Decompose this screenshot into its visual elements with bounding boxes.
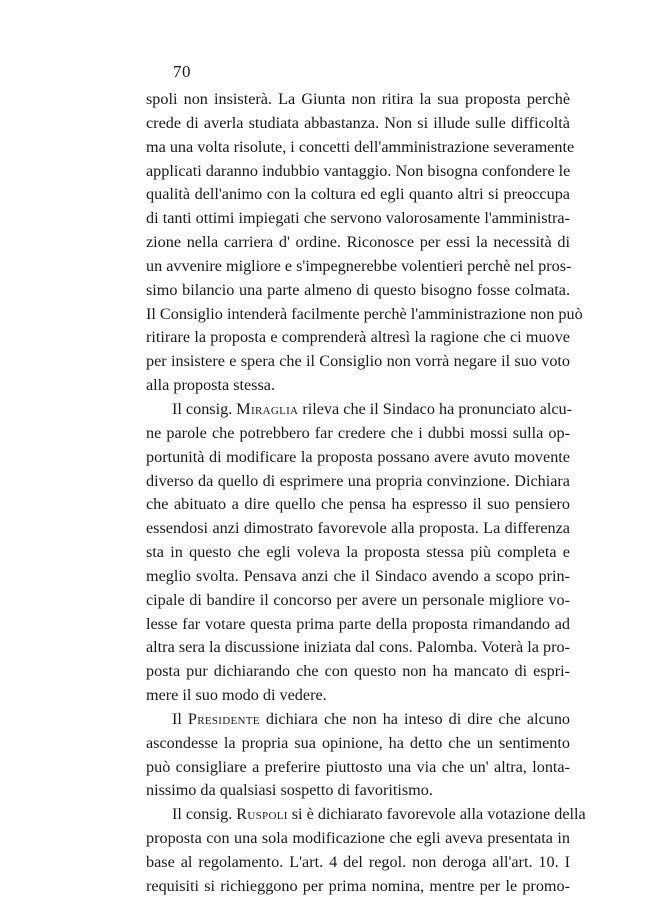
line-text: dichiara che non ha inteso di dire che alcuno — [265, 709, 571, 728]
paragraph — [146, 88, 583, 398]
text-line: Il Consiglio intenderà facilmente perchè l'amministrazione non può — [146, 304, 583, 323]
speaker-lead: Il consig. — [172, 805, 233, 824]
text-line: cipale di bandire il concorso per avere un personale migliore vo- — [146, 590, 570, 609]
text-line: alla proposta stessa. — [146, 376, 276, 395]
text-line: portunità di modificare la proposta possano avere avuto movente — [146, 447, 570, 466]
text-line: per insistere e spera che il Consiglio non vorrà negare il suo voto — [146, 352, 570, 371]
paragraph — [146, 708, 570, 803]
speaker-name: Ruspoli — [236, 805, 288, 824]
line-text: si è dichiarato favorevole alla votazione della — [291, 805, 586, 824]
page-number: 70 — [173, 62, 191, 81]
speaker-name: Miraglia — [236, 399, 299, 418]
text-line: ascondesse la propria sua opinione, ha detto che un sentimento — [146, 733, 570, 752]
text-line: simo bilancio una parte almeno di questo bisogno fosse colmata. — [146, 280, 570, 299]
text-line: che abituato a dire quello che pensa ha espresso il suo pensiero — [146, 495, 570, 514]
text-line: essendosi anzi dimostrato favorevole alla proposta. La differenza — [146, 519, 570, 538]
body-text — [146, 88, 586, 899]
text-line: crede di averla studiata abbastanza. Non si illude sulle difficoltà — [146, 113, 570, 132]
text-line: ne parole che potrebbero far credere che i dubbi mossi sulla op- — [146, 423, 570, 442]
text-line: requisiti si richieggono per prima nomina, mentre per le promo- — [146, 876, 570, 895]
text-line: diverso da quello di esprimere una propria convinzione. Dichiara — [146, 471, 570, 490]
text-line: meglio svolta. Pensava anzi che il Sindaco avendo a scopo prin- — [146, 566, 570, 585]
text-line: spoli non insisterà. La Giunta non ritira la sua proposta perchè — [146, 90, 570, 108]
paragraph — [146, 398, 573, 708]
speaker-lead: Il consig. — [172, 399, 233, 418]
speaker-name: Presidente — [187, 709, 260, 728]
text-line: zione nella carriera d' ordine. Riconosce per essi la necessità di — [146, 233, 570, 252]
text-line: lesse far votare questa prima parte della proposta rimandando ad — [146, 614, 570, 633]
text-line: proposta con una sola modificazione che egli aveva presentata in — [146, 829, 570, 848]
text-line — [146, 708, 570, 732]
line-text: rileva che il Sindaco ha pronunciato alcu- — [302, 399, 573, 418]
text-line — [146, 398, 573, 422]
text-line: base al regolamento. L'art. 4 del regol. non deroga all'art. 10. I — [146, 853, 570, 871]
text-line — [146, 803, 586, 827]
text-line: di tanti ottimi impiegati che servono valorosamente l'amministra- — [146, 209, 570, 228]
text-line: posta pur dichiarando che con questo non ha mancato di espri- — [146, 662, 570, 681]
text-line: qualità dell'animo con la coltura ed egli quanto altri si preoccupa — [146, 185, 570, 204]
text-line: applicati daranno indubbio vantaggio. Non bisogna confondere le — [146, 161, 571, 180]
text-line: sta in questo che egli voleva la proposta stessa più completa e — [146, 543, 570, 562]
text-line: un avvenire migliore e s'impegnerebbe volentieri perchè nel pros- — [146, 256, 572, 275]
text-line: può consigliare a preferire piuttosto una via che un' altra, lonta- — [146, 757, 570, 776]
text-line: altra sera la discussione iniziata dal cons. Palomba. Voterà la pro- — [146, 638, 570, 657]
text-line: ma una volta risolute, i concetti dell'amministrazione severamente — [146, 137, 575, 156]
text-line: nissimo da qualsiasi sospetto di favoritismo. — [146, 781, 433, 800]
text-line: ritirare la proposta e comprenderà altresì la ragione che ci muove — [146, 328, 570, 347]
paragraph — [146, 803, 586, 898]
text-line: mere il suo modo di vedere. — [146, 686, 327, 705]
speaker-lead: Il — [172, 709, 182, 728]
